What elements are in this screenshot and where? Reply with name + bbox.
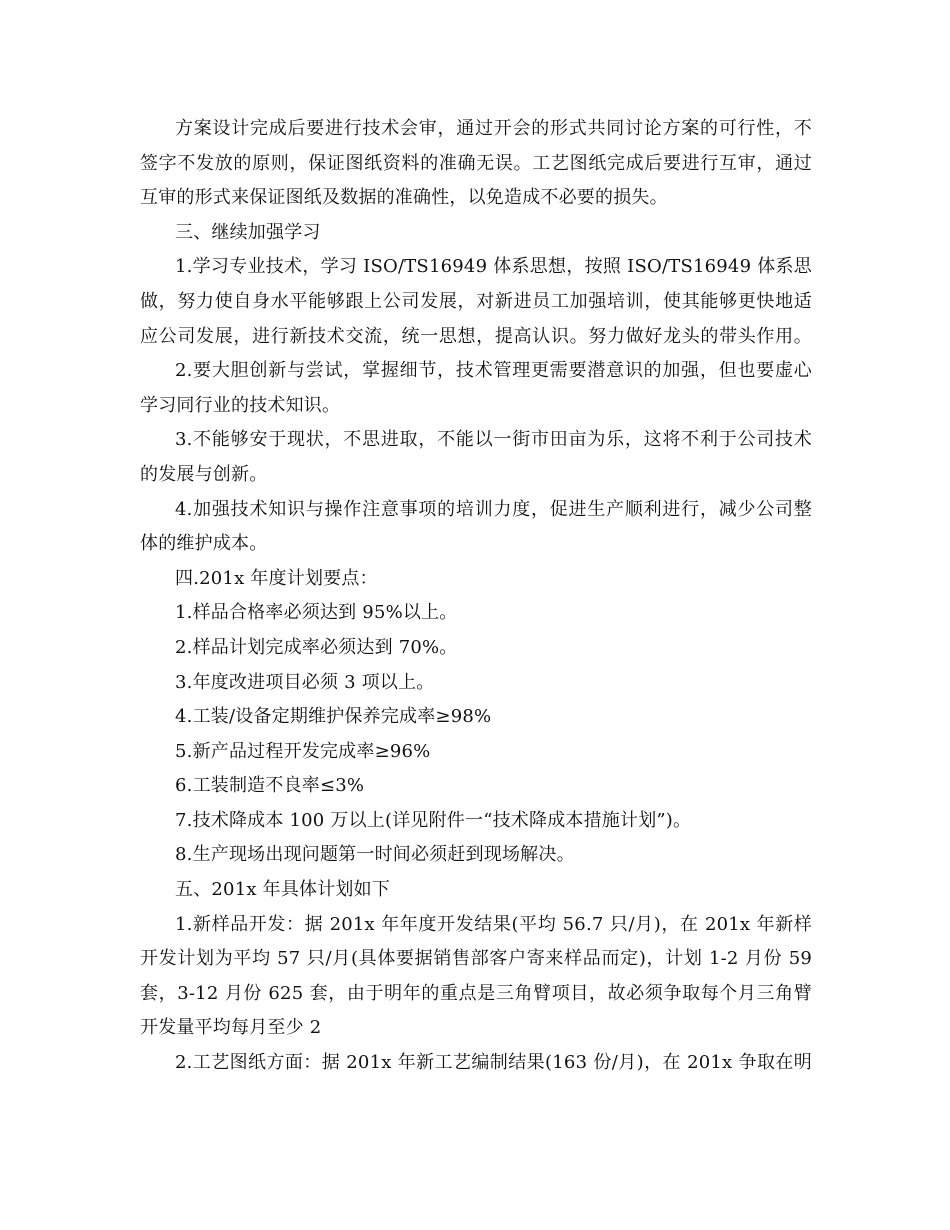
list-item: 2.样品计划完成率必须达到 70%。 [175, 636, 458, 658]
paragraph-line: 应公司发展，进行新技术交流，统一思想，提高认识。努力做好龙头的带头作用。 [140, 325, 812, 347]
paragraph-line: 的发展与创新。 [140, 463, 268, 485]
paragraph-line: 互审的形式来保证图纸及数据的准确性，以免造成不必要的损失。 [140, 187, 668, 209]
list-item: 7.技术降成本 100 万以上(详见附件一“技术降成本措施计划”)。 [175, 809, 692, 831]
paragraph-line: 4.加强技术知识与操作注意事项的培训力度，促进生产顺利进行，减少公司整 [175, 498, 812, 520]
paragraph-line: 套，3-12 月份 625 套，由于明年的重点是三角臂项目，故必须争取每个月三角臂 [140, 982, 812, 1004]
paragraph-line: 1.新样品开发：据 201x 年年度开发结果(平均 56.7 只/月)，在 201x 年新样 [175, 913, 812, 935]
paragraph-line: 签字不发放的原则，保证图纸资料的准确无误。工艺图纸完成后要进行互审，通过 [140, 152, 812, 174]
paragraph-line: 学习同行业的技术知识。 [140, 394, 341, 416]
list-item: 4.工装/设备定期维护保养完成率≥98% [175, 706, 492, 728]
list-item: 6.工装制造不良率≤3% [175, 775, 365, 797]
paragraph-line: 3.不能够安于现状，不思进取，不能以一街市田亩为乐，这将不利于公司技术 [175, 429, 812, 451]
paragraph-line: 方案设计完成后要进行技术会审，通过开会的形式共同讨论方案的可行性，不 [175, 118, 812, 139]
paragraph-line: 2.工艺图纸方面：据 201x 年新工艺编制结果(163 份/月)，在 201x 争取在明 [175, 1052, 812, 1074]
list-item: 1.样品合格率必须达到 95%以上。 [175, 602, 458, 624]
paragraph-line: 体的维护成本。 [140, 533, 268, 555]
paragraph-line: 做，努力使自身水平能够跟上公司发展，对新进员工加强培训，使其能够更快地适 [140, 290, 812, 312]
document-body [140, 112, 812, 1081]
paragraph-line: 开发计划为平均 57 只/月(具体要据销售部客户寄来样品而定)，计划 1-2 月份 59 [140, 948, 812, 970]
section-heading: 四.201x 年度计划要点： [175, 567, 378, 589]
section-heading: 五、201x 年具体计划如下 [175, 879, 391, 901]
list-item: 5.新产品过程开发完成率≥96% [175, 740, 431, 762]
paragraph-line: 开发量平均每月至少 2 [140, 1017, 322, 1039]
paragraph-line: 2.要大胆创新与尝试，掌握细节，技术管理更需要潜意识的加强，但也要虚心 [175, 360, 812, 382]
list-item: 3.年度改进项目必须 3 项以上。 [175, 671, 435, 693]
section-heading: 三、继续加强学习 [175, 221, 321, 243]
paragraph-line: 1.学习专业技术，学习 ISO/TS16949 体系思想，按照 ISO/TS16949 体系思 [175, 256, 812, 278]
list-item: 8.生产现场出现问题第一时间必须赶到现场解决。 [175, 844, 575, 866]
